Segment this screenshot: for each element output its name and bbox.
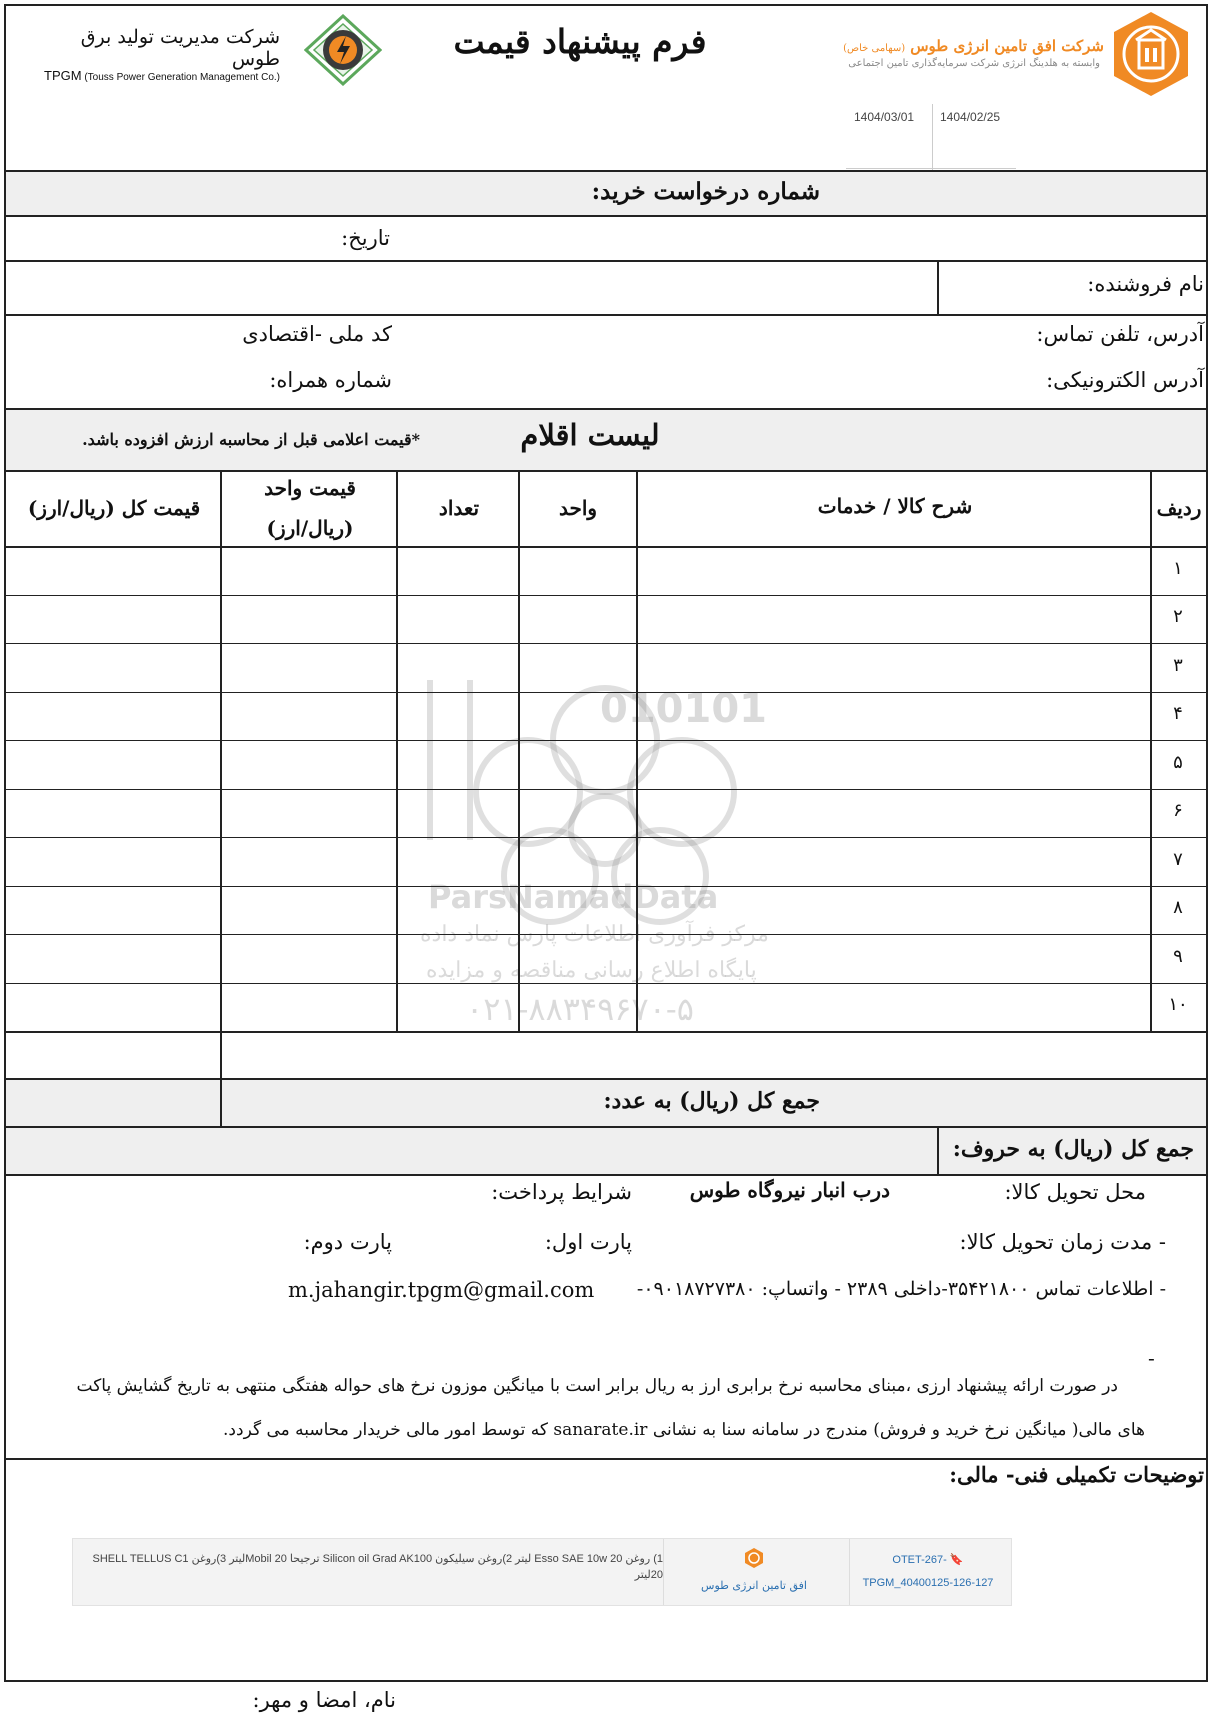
col-total-price-header: قیمت کل (ریال/ارز)	[27, 496, 201, 520]
tpgm-logo	[304, 14, 382, 86]
col-line	[518, 470, 520, 1031]
row-line	[4, 740, 1208, 741]
email-address-label: آدرس الکترونیکی:	[1046, 368, 1204, 392]
divider	[4, 546, 1208, 548]
national-code-label: کد ملی -اقتصادی	[242, 322, 392, 346]
col-line	[636, 470, 638, 1031]
watermark-digits: 010101	[600, 686, 767, 732]
row-line	[4, 934, 1208, 935]
ofogh-logo	[1108, 10, 1194, 98]
row-line	[4, 886, 1208, 887]
col-quantity-header: تعداد	[438, 496, 480, 520]
purchase-request-label: شماره درخواست خرید:	[591, 178, 820, 205]
row-line	[4, 692, 1208, 693]
row-number-10: ۱۰	[1168, 994, 1188, 1015]
bookmark-icon: 🔖	[949, 1554, 964, 1566]
divider	[4, 1458, 1208, 1460]
left-company-english	[44, 68, 294, 83]
date-label: تاریخ:	[341, 226, 390, 250]
col-description-header: شرح کالا / خدمات	[817, 494, 973, 518]
date-underline	[846, 168, 1016, 169]
col-row-header: ردیف	[1156, 496, 1202, 520]
fx-note-line1: در صورت ارائه پیشنهاد ارزی ،مبنای محاسبه نرخ برابری ارز به ریال برابر است با میانگین موزون نرخ های حواله هفتگی منتهی به تاریخ گشایش پاکت	[76, 1376, 1118, 1396]
right-company-name: شرکت افق تامین انرژی طوس	[910, 37, 1104, 55]
delivery-time-label: - مدت زمان تحویل کالا:	[959, 1230, 1166, 1254]
strip-items-text: 1) روغن Esso SAE 10w 20 لیتر 2)روغن سیلیکون Silicon oil Grad AK100 ترجیحا Mobil 20لیتر 3)روغن SHELL TELLUS C1 20لیتر	[92, 1553, 663, 1581]
row-line	[4, 837, 1208, 838]
payment-terms-label: شرایط پرداخت:	[491, 1180, 632, 1204]
fx-note-line2: های مالی( میانگین نرخ خرید و فروش) مندرج در سامانه سنا به نشانی sanarate.ir که توسط امور مالی خریدار محاسبه می گردد.	[223, 1420, 1145, 1440]
date-stamp-2: 1404/02/25	[940, 110, 1001, 124]
watermark-line1: مرکز فرآوری اطلاعات پارس نماد داده	[420, 922, 769, 947]
watermark-phone: ۰۲۱-۸۸۳۴۹۶۷۰-۵	[466, 990, 694, 1028]
address-phone-label: آدرس، تلفن تماس:	[1036, 322, 1204, 346]
row-number-9: ۹	[1173, 946, 1183, 967]
total-words-label: جمع کل (ریال) به حروف:	[952, 1136, 1194, 1162]
supplementary-label: توضیحات تکمیلی فنی- مالی:	[949, 1462, 1204, 1487]
divider	[4, 215, 1208, 217]
row-number-2: ۲	[1173, 606, 1183, 627]
col-unit-price-header: قیمت واحد	[264, 476, 356, 500]
strip-code-1	[853, 1553, 1003, 1566]
row-line	[4, 595, 1208, 596]
divider	[4, 1174, 1208, 1176]
items-title: لیست اقلام	[520, 418, 660, 452]
row-number-5: ۵	[1173, 752, 1183, 773]
row-line	[4, 789, 1208, 790]
watermark-line2: پایگاه اطلاع رسانی مناقصه و مزایده	[426, 958, 757, 983]
delivery-place-value: درب انبار نیروگاه طوس	[689, 1178, 890, 1202]
items-attachment-strip	[72, 1538, 1012, 1606]
strip-company-icon	[743, 1547, 765, 1569]
row-number-6: ۶	[1173, 800, 1183, 821]
contact-email: m.jahangir.tpgm@gmail.com	[288, 1278, 595, 1302]
date-stamps	[846, 104, 1016, 170]
row-line	[4, 983, 1208, 984]
col-line	[396, 470, 398, 1031]
vat-note: *قیمت اعلامی قبل از محاسبه ارزش افزوده باشد.	[82, 430, 420, 449]
left-company-full-english: (Touss Power Generation Management Co.)	[84, 72, 280, 83]
strip-code-1-text: OTET-267-	[892, 1554, 947, 1566]
part-one-label: پارت اول:	[544, 1230, 632, 1254]
divider	[4, 470, 1208, 472]
vendor-name-label: نام فروشنده:	[1087, 272, 1204, 296]
divider	[4, 1031, 1208, 1033]
row-number-3: ۳	[1173, 655, 1183, 676]
right-company-type: (سهامی خاص)	[843, 43, 906, 54]
right-company-subtitle: وابسته به هلدینگ انرژی شرکت سرمایه‌گذاری تامین اجتماعی	[848, 58, 1100, 69]
terms-dash: -	[1148, 1346, 1155, 1370]
signature-label: نام، امضا و مهر:	[252, 1688, 396, 1712]
strip-company-name: افق تامین انرژی طوس	[701, 1579, 807, 1592]
divider	[4, 260, 1208, 262]
strip-divider	[849, 1539, 850, 1605]
right-company-block	[820, 36, 1104, 55]
left-company-name: شرکت مدیریت تولید برق طوس	[80, 26, 280, 70]
col-unit-price-currency: (ریال/ارز)	[266, 516, 354, 540]
row-line	[4, 643, 1208, 644]
divider	[4, 314, 1208, 316]
date-divider	[932, 104, 933, 170]
divider	[937, 260, 939, 314]
strip-divider	[663, 1539, 664, 1605]
row-number-1: ۱	[1173, 558, 1183, 579]
contact-info: - اطلاعات تماس ۳۵۴۲۱۸۰۰-داخلی ۲۳۸۹ - واتساپ: ۰۹۰۱۸۷۲۷۳۸۰-	[636, 1278, 1166, 1300]
mobile-label: شماره همراه:	[269, 368, 392, 392]
delivery-place-label: محل تحویل کالا:	[1004, 1180, 1146, 1204]
row-number-4: ۴	[1173, 703, 1183, 724]
watermark-name: ParsNamadData	[428, 878, 719, 916]
total-numeric-label: جمع کل (ریال) به عدد:	[603, 1088, 820, 1114]
col-unit-header: واحد	[558, 496, 598, 520]
form-title: فرم پیشنهاد قیمت	[453, 22, 707, 61]
col-line	[937, 1126, 939, 1174]
row-number-7: ۷	[1173, 849, 1183, 870]
divider	[4, 170, 1208, 172]
col-line	[220, 1078, 222, 1126]
part-two-label: پارت دوم:	[303, 1230, 392, 1254]
row-number-8: ۸	[1173, 897, 1183, 918]
date-stamp-1: 1404/03/01	[854, 110, 915, 124]
left-company-abbr: TPGM	[44, 68, 82, 83]
col-line	[220, 470, 222, 1125]
strip-code-2: TPGM_40400125-126-127	[862, 1577, 994, 1589]
